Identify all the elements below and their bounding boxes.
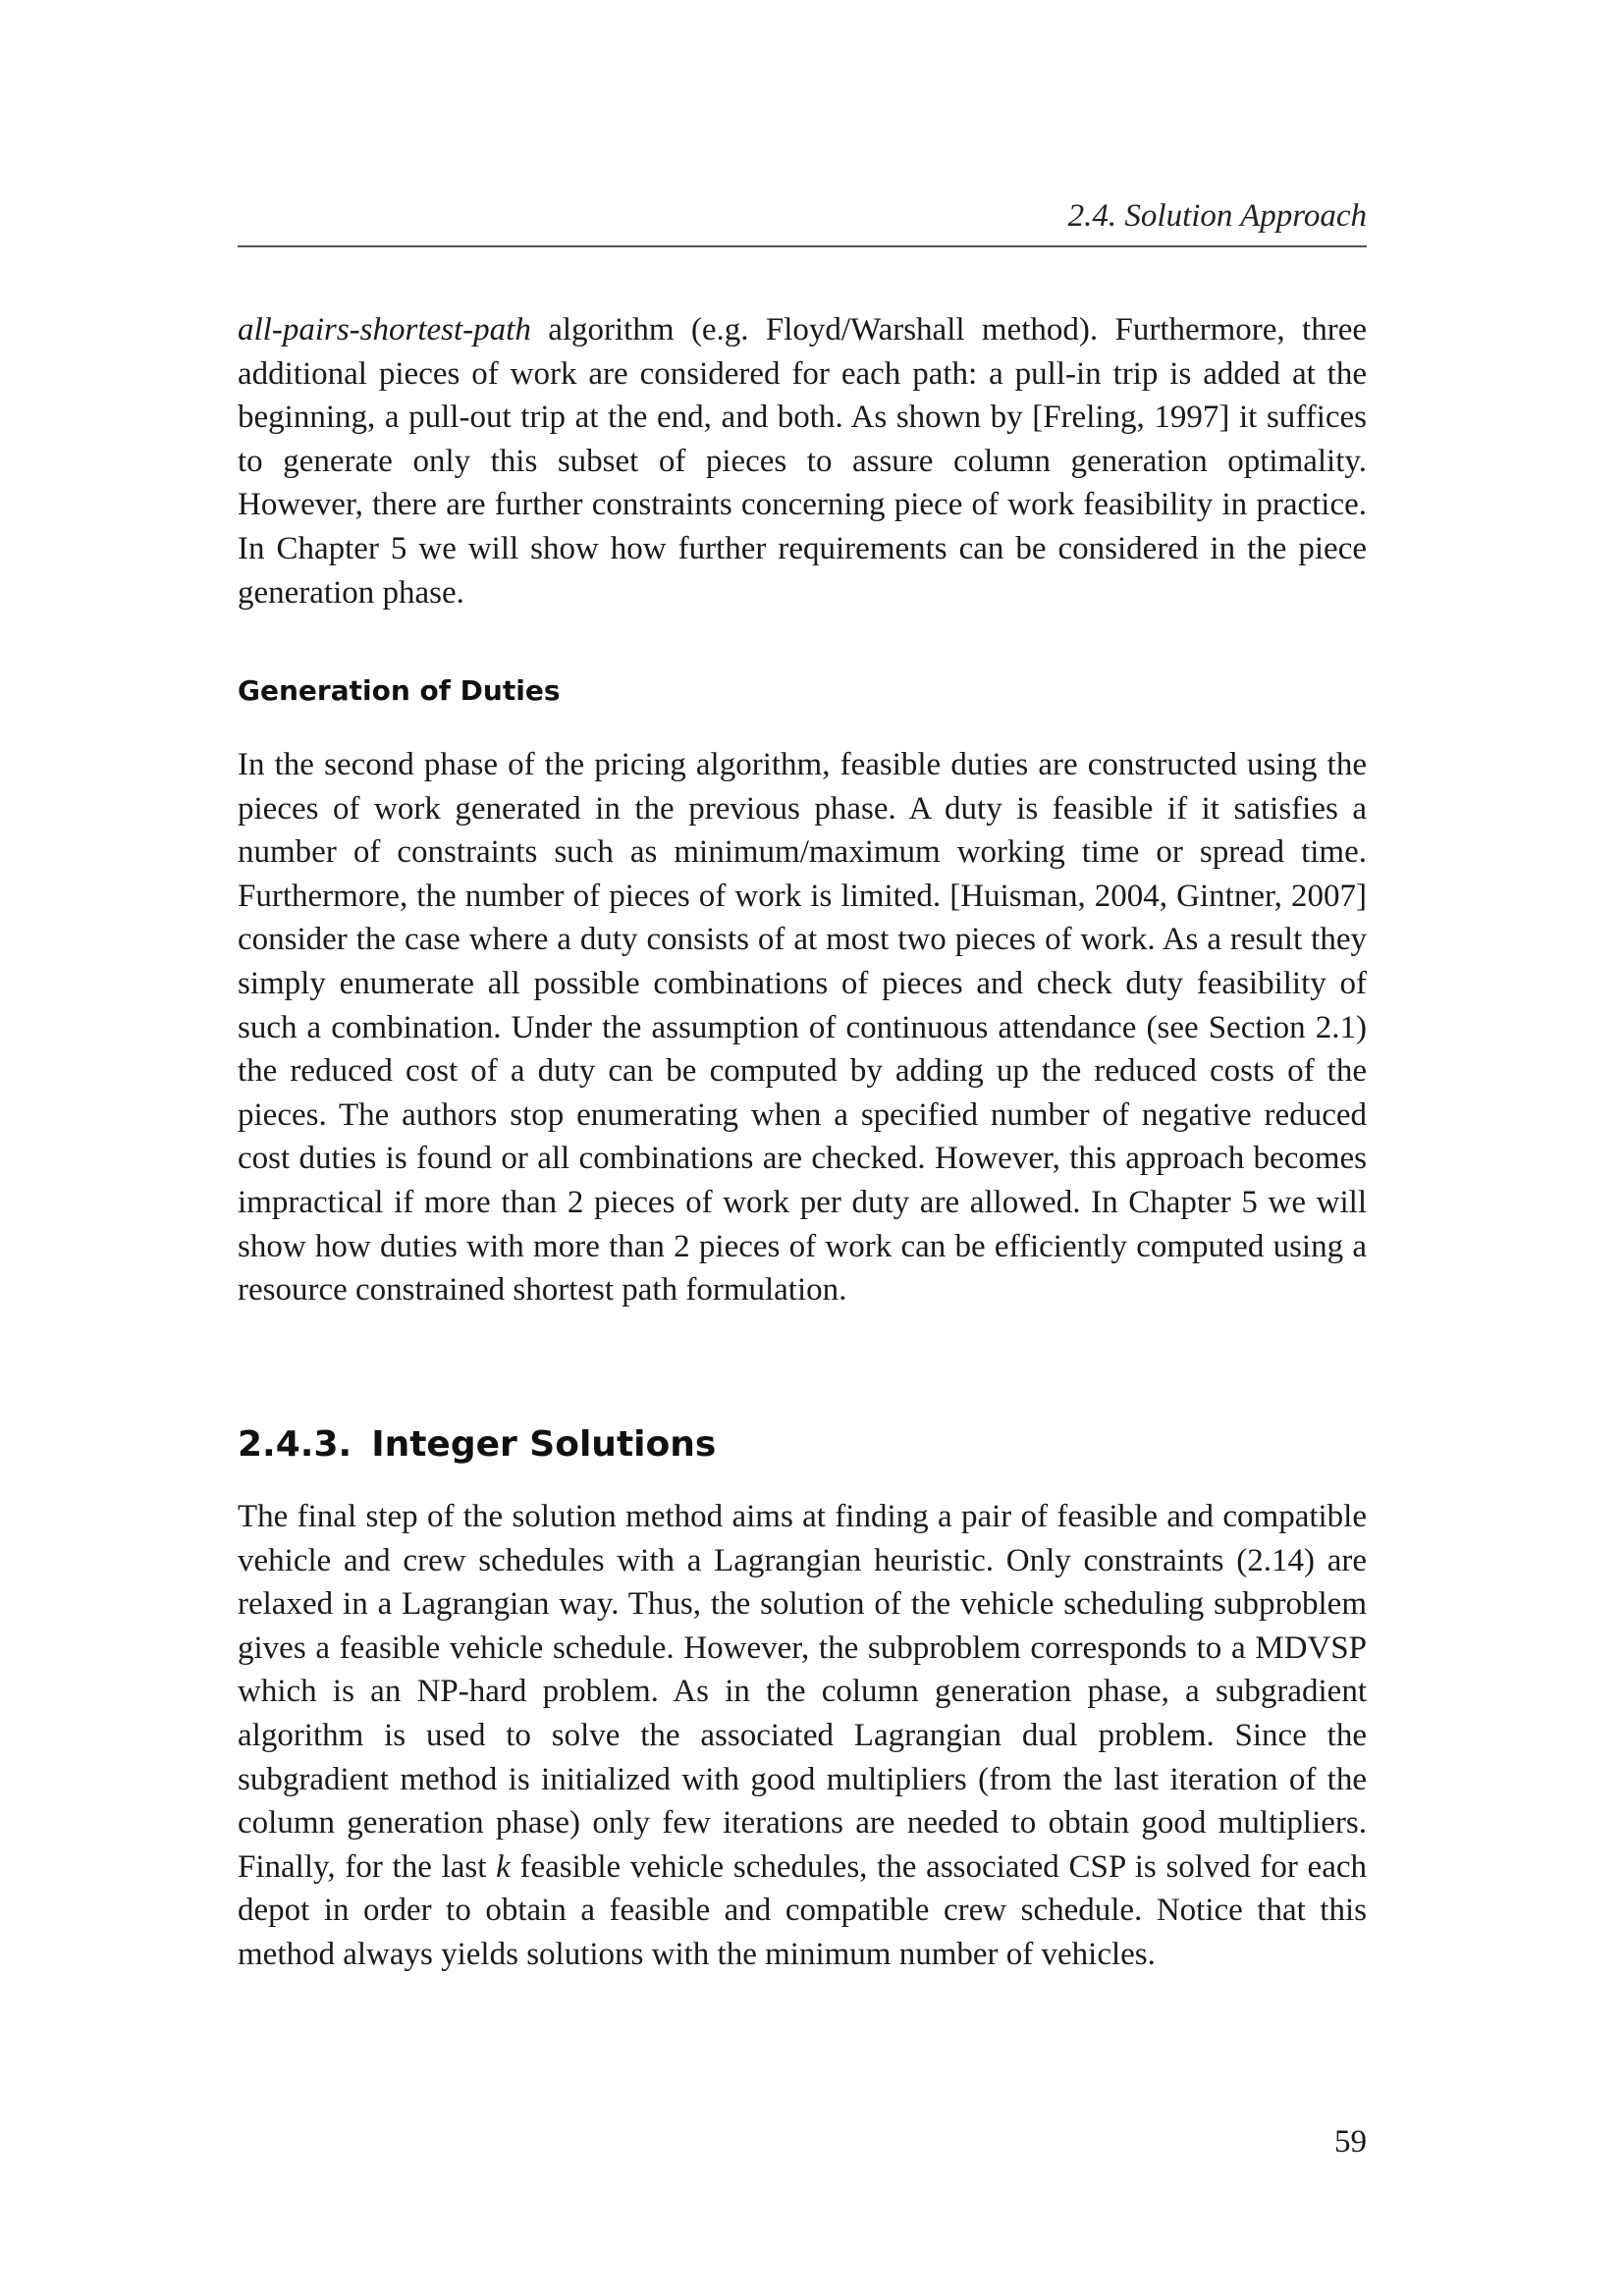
running-header (238, 196, 1367, 247)
paragraph-intro-text: algorithm (e.g. Floyd/Warshall method). Furthermore, three additional pieces of work are considered for each path: a pull-in trip is added at the beginning, a pull-out trip at the end, and both. As shown by [Freling, 1997] it suffices to generate only this subset of pieces to assure column generation optimality. However, there are further constraints concerning piece of work feasibility in practice. In Chapter 5 we will show how further requirements can be considered in the piece generation phase. (238, 312, 1367, 611)
subsection-heading: Generation of Duties (238, 674, 561, 707)
paragraph-integer-solutions-text-a: The final step of the solution method aims at finding a pair of feasible and compatible vehicle and crew schedules with a Lagrangian heuristic. Only constraints (2.14) are relaxed in a Lagrangian way. Thus, the solution of the vehicle scheduling subproblem gives a feasible vehicle schedule. However, the subproblem corresponds to a MDVSP which is an NP-hard problem. As in the column generation phase, a subgradient algorithm is used to solve the associated Lagrangian dual problem. Since the subgradient method is initialized with good multipliers (from the last iteration of the column generation phase) only few iterations are needed to obtain good multipliers. Finally, for the last (238, 1499, 1367, 1885)
paragraph-integer-solutions (238, 1495, 1367, 1977)
paragraph-generation-of-duties: In the second phase of the pricing algorithm, feasible duties are constructed using the pieces of work generated in the previous phase. A duty is feasible if it satisfies a number of constraints such as minimum/maximum working time or spread time. Furthermore, the number of pieces of work is limited. [Huisman, 2004, Gintner, 2007] consider the case where a duty consists of at most two pieces of work. As a result they simply enumerate all possible combinations of pieces and check duty feasibility of such a combination. Under the assumption of continuous attendance (see Section 2.1) the reduced cost of a duty can be computed by adding up the reduced costs of the pieces. The authors stop enumerating when a specified number of negative reduced cost duties is found or all combinations are checked. However, this approach becomes impractical if more than 2 pieces of work per duty are allowed. In Chapter 5 we will show how duties with more than 2 pieces of work can be efficiently computed using a resource constrained shortest path formulation. (238, 747, 1367, 1308)
paragraph-intro (238, 308, 1367, 614)
section-title: Integer Solutions (371, 1424, 717, 1465)
section-heading (238, 1424, 716, 1465)
paragraph-integer-solutions-text-b: feasible vehicle schedules, the associated CSP is solved for each depot in order to obtain a feasible and compatible crew schedule. Notice that this method always yields solutions with the minimum number of vehicles. (238, 1848, 1367, 1972)
math-symbol-k: k (496, 1848, 511, 1885)
section-number: 2.4.3. (238, 1424, 352, 1465)
running-header-title: 2.4. Solution Approach (1067, 198, 1367, 234)
page-number: 59 (1334, 2124, 1367, 2160)
term-all-pairs-shortest-path: all-pairs-shortest-path (238, 312, 531, 347)
